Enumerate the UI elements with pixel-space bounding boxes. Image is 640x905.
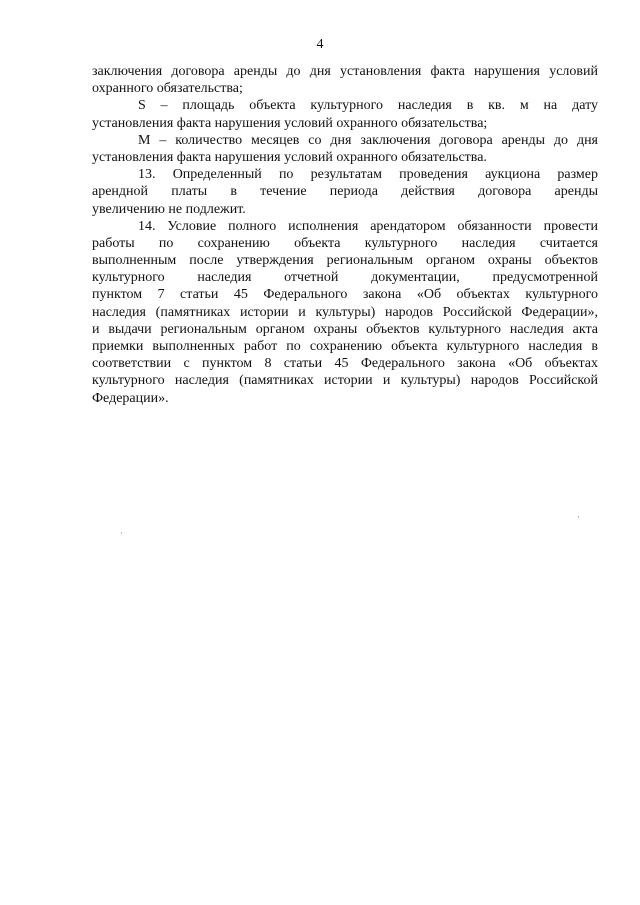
text-line: охранного обязательства; — [92, 81, 243, 97]
text-line: наследия (памятниках истории и культуры) народов Российской Федерации», — [92, 304, 598, 320]
document-body — [92, 63, 598, 407]
text-line: М – количество месяцев со дня заключения договора аренды до дня — [138, 132, 598, 148]
text-line: арендной платы в течение периода действия договора аренды — [92, 184, 598, 200]
text-line: приемки выполненных работ по сохранению объекта культурного наследия в — [92, 339, 598, 354]
scan-speck — [578, 516, 579, 518]
text-line: установления факта нарушения условий охранного обязательства; — [92, 115, 488, 131]
scan-speck — [121, 532, 122, 534]
text-line: 14. Условие полного исполнения арендатором обязанности провести — [138, 218, 598, 234]
text-line: работы по сохранению объекта культурного наследия считается — [92, 235, 598, 251]
text-line: выполненным после утверждения региональным органом охраны объектов — [92, 253, 598, 269]
text-line: культурного наследия (памятниках истории и культуры) народов Российской — [92, 373, 598, 389]
text-line: Федерации». — [92, 390, 169, 406]
text-line: увеличению не подлежит. — [92, 201, 246, 217]
text-line: и выдачи региональным органом охраны объектов культурного наследия акта — [92, 321, 598, 337]
text-line: установления факта нарушения условий охранного обязательства. — [92, 149, 487, 165]
text-line: заключения договора аренды до дня установления факта нарушения условий — [92, 64, 598, 79]
page-number: 4 — [316, 37, 324, 52]
text-line: 13. Определенный по результатам проведения аукциона размер — [138, 167, 598, 183]
text-line: соответствии с пунктом 8 статьи 45 Федерального закона «Об объектах — [92, 356, 598, 372]
text-line: культурного наследия отчетной документации, предусмотренной — [92, 270, 598, 286]
text-line: S – площадь объекта культурного наследия в кв. м на дату — [138, 98, 598, 114]
text-line: пунктом 7 статьи 45 Федерального закона «Об объектах культурного — [92, 287, 598, 303]
